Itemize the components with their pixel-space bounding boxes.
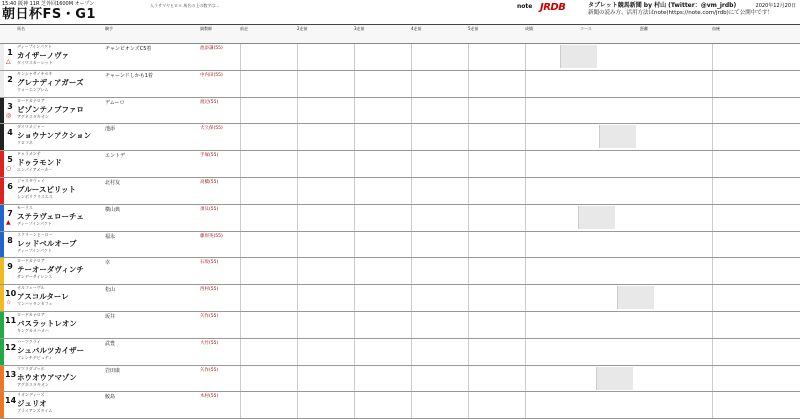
past-race-box bbox=[240, 392, 298, 418]
jockey-name: チャーンドしかも1着 bbox=[105, 72, 153, 79]
stats-block bbox=[525, 151, 736, 177]
horse-name[interactable]: カイザーノヴァ bbox=[17, 51, 70, 60]
dam-name: キングカメハメハ bbox=[17, 328, 49, 333]
horse-name[interactable]: バスラットレオン bbox=[17, 319, 77, 328]
horse-number: 8 bbox=[7, 235, 13, 245]
horse-name[interactable]: ショウナンアクション bbox=[17, 131, 92, 141]
jockey-name: 松山 bbox=[105, 287, 116, 294]
horse-number: 1 bbox=[7, 48, 13, 57]
pedigree-block bbox=[712, 178, 800, 204]
past-race-box bbox=[240, 124, 298, 150]
pedigree-block bbox=[712, 366, 800, 392]
column-header: 馬名 bbox=[17, 26, 25, 31]
horse-name[interactable]: グレナディアガーズ bbox=[17, 77, 84, 87]
past-race-box bbox=[354, 151, 412, 177]
past-race-box bbox=[297, 124, 355, 150]
dam-name: アグネスタキオン bbox=[17, 113, 49, 119]
frame-color bbox=[0, 392, 4, 418]
horse-row[interactable] bbox=[0, 98, 800, 125]
past-race-box bbox=[297, 178, 355, 204]
past-race-box bbox=[411, 258, 469, 284]
horse-name[interactable]: シュバルツカイザー bbox=[17, 345, 85, 355]
sire-name: ロードカナロア bbox=[17, 97, 45, 103]
trainer-name: 矢作(55) bbox=[200, 367, 219, 373]
pedigree-block bbox=[712, 258, 800, 284]
column-header: 騎手 bbox=[105, 26, 113, 31]
jockey-name: 岩田康 bbox=[105, 367, 121, 374]
horse-row[interactable] bbox=[0, 205, 800, 232]
horse-number: 9 bbox=[7, 262, 13, 272]
horse-row[interactable] bbox=[0, 312, 800, 339]
highlight-cell bbox=[599, 125, 636, 148]
stats-block bbox=[525, 44, 736, 70]
past-race-box bbox=[240, 366, 298, 392]
pedigree-block bbox=[712, 124, 800, 150]
past-race-box bbox=[468, 392, 526, 418]
note-logo: note bbox=[517, 3, 533, 10]
race-title: 朝日杯FS・G1 bbox=[2, 7, 96, 22]
past-race-box bbox=[297, 258, 355, 284]
past-race-box bbox=[354, 124, 412, 150]
stats-block bbox=[525, 98, 736, 124]
horse-name[interactable]: ホウオウアマゾン bbox=[17, 372, 77, 382]
past-race-box bbox=[297, 392, 355, 418]
past-race-box bbox=[240, 205, 298, 231]
sire-name: スクリーンヒーロー bbox=[17, 231, 53, 237]
past-race-box bbox=[468, 339, 526, 365]
dam-name: ディープインパクト bbox=[17, 247, 52, 253]
column-header: 3走前 bbox=[354, 26, 365, 31]
past-race-box bbox=[297, 285, 355, 311]
horse-row[interactable] bbox=[0, 285, 800, 312]
sire-name: オルフェーヴル bbox=[17, 285, 45, 291]
dam-name: サンデーサイレンス bbox=[17, 274, 53, 280]
past-race-box bbox=[411, 232, 469, 258]
pedigree-block bbox=[712, 339, 800, 365]
column-header: 4走前 bbox=[411, 26, 422, 31]
past-race-box bbox=[297, 232, 355, 258]
past-race-box bbox=[468, 312, 526, 338]
horse-row[interactable] bbox=[0, 44, 800, 71]
past-race-box bbox=[354, 339, 412, 365]
dam-name: ディープインパクト bbox=[17, 220, 52, 226]
past-race-box bbox=[411, 98, 469, 124]
pedigree-block bbox=[712, 98, 800, 124]
past-race-box bbox=[297, 205, 355, 231]
stats-block bbox=[525, 71, 736, 97]
jockey-name: デムーロ bbox=[105, 99, 125, 106]
highlight-cell bbox=[617, 286, 654, 309]
past-race-box bbox=[468, 258, 526, 284]
past-race-box bbox=[354, 178, 412, 204]
horse-name[interactable]: ステラヴェローチェ bbox=[17, 211, 84, 221]
brand-line-2: 新聞の読み方、活用方法はnote(https://note.com/jrdb)にて公開中です！ bbox=[588, 10, 773, 16]
race-info: 15:40 阪神 11R 芝外回1600M オープン bbox=[2, 1, 95, 7]
past-race-box bbox=[240, 258, 298, 284]
horse-name[interactable]: テーオーダヴィンチ bbox=[17, 265, 84, 275]
frame-color bbox=[0, 205, 4, 231]
pedigree-block bbox=[712, 312, 800, 338]
past-race-box bbox=[468, 124, 526, 150]
past-race-box bbox=[411, 366, 469, 392]
horse-name[interactable]: ビゾンテノブファロ bbox=[17, 104, 84, 114]
trainer-name: 渡辺(55) bbox=[200, 99, 219, 105]
past-race-box bbox=[240, 151, 298, 177]
prediction-mark: △ bbox=[6, 58, 11, 65]
sire-name: モーリス bbox=[17, 204, 33, 210]
horse-row[interactable] bbox=[0, 71, 800, 98]
past-race-box bbox=[240, 71, 298, 97]
horse-row[interactable] bbox=[0, 124, 800, 151]
stats-block bbox=[525, 312, 736, 338]
stats-block bbox=[525, 392, 736, 418]
trainer-name: 中内田(55) bbox=[200, 72, 223, 78]
jockey-name: 坂井 bbox=[105, 314, 116, 320]
past-race-box bbox=[411, 205, 469, 231]
frame-color bbox=[0, 151, 4, 177]
horse-row[interactable] bbox=[0, 339, 800, 366]
sire-name: マツリダゴッホ bbox=[17, 365, 45, 371]
trainer-name: 大久保(55) bbox=[200, 126, 223, 132]
dam-name: マンハッタンカフェ bbox=[17, 301, 53, 307]
sire-name: ロードカナロア bbox=[17, 258, 45, 264]
past-race-box bbox=[354, 366, 412, 392]
pedigree-block bbox=[712, 232, 800, 258]
stats-block bbox=[525, 339, 736, 365]
highlight-cell bbox=[578, 206, 615, 229]
trainer-name: 大竹(55) bbox=[200, 340, 219, 346]
horse-row[interactable] bbox=[0, 258, 800, 285]
horse-number: 10 bbox=[5, 289, 17, 299]
dam-name: アグネスタキオン bbox=[17, 381, 49, 387]
past-race-box bbox=[411, 71, 469, 97]
trainer-name: 石坂(55) bbox=[200, 260, 219, 266]
past-race-box bbox=[468, 71, 526, 97]
frame-color bbox=[0, 71, 4, 97]
horse-row[interactable] bbox=[0, 232, 800, 259]
jockey-name: チャンピオンズC5着 bbox=[105, 46, 152, 52]
pedigree-block bbox=[712, 392, 800, 418]
jrdb-logo: JRDB bbox=[540, 2, 566, 13]
sire-name: ディープインパクト bbox=[17, 44, 52, 49]
past-race-box bbox=[468, 205, 526, 231]
horse-name[interactable]: レッドベルオーブ bbox=[17, 238, 77, 248]
horse-number: 6 bbox=[7, 182, 13, 191]
column-header: 成績 bbox=[525, 26, 533, 31]
past-race-box bbox=[297, 312, 355, 338]
horse-number: 4 bbox=[7, 128, 13, 138]
past-race-box bbox=[468, 366, 526, 392]
header bbox=[0, 0, 800, 25]
frame-color bbox=[0, 44, 4, 70]
past-race-box bbox=[468, 98, 526, 124]
horse-number: 12 bbox=[5, 342, 17, 352]
past-race-box bbox=[468, 178, 526, 204]
frame-color bbox=[0, 312, 4, 338]
past-race-box bbox=[297, 151, 355, 177]
frame-color bbox=[0, 178, 4, 204]
past-race-box bbox=[297, 71, 355, 97]
sire-name: ジャスタウェイ bbox=[17, 178, 45, 183]
date-text: 2020年12月20日 bbox=[755, 3, 796, 9]
past-race-box bbox=[240, 339, 298, 365]
horse-number: 13 bbox=[5, 369, 17, 379]
column-header: 距離 bbox=[640, 26, 648, 31]
dam-name: ウォーエンブレム bbox=[17, 86, 49, 92]
trainer-name: 西村(55) bbox=[200, 287, 219, 293]
jockey-name: 北村友 bbox=[105, 180, 121, 186]
trainer-name: 手塚(55) bbox=[200, 153, 219, 159]
past-race-box bbox=[297, 366, 355, 392]
past-race-box bbox=[411, 44, 469, 70]
brand-text bbox=[588, 2, 773, 17]
past-race-box bbox=[354, 285, 412, 311]
race-table bbox=[0, 25, 800, 419]
jockey-name: 福永 bbox=[105, 233, 116, 240]
trainer-name: 高橋(55) bbox=[200, 180, 219, 185]
past-race-box bbox=[354, 232, 412, 258]
frame-color bbox=[0, 339, 4, 365]
trainer-name: 藤原英(55) bbox=[200, 233, 223, 239]
past-race-box bbox=[240, 312, 298, 338]
dam-name: フレンチデピュティ bbox=[17, 354, 53, 360]
jockey-name: 武豊 bbox=[105, 340, 116, 347]
past-race-box bbox=[411, 339, 469, 365]
column-header: 5走前 bbox=[468, 26, 479, 31]
past-race-box bbox=[354, 392, 412, 418]
jockey-name: 鮫島 bbox=[105, 394, 116, 401]
past-race-box bbox=[297, 44, 355, 70]
trainer-name: 矢作(55) bbox=[200, 314, 219, 319]
past-race-box bbox=[354, 44, 412, 70]
horse-number: 7 bbox=[7, 208, 13, 218]
past-race-box bbox=[354, 258, 412, 284]
past-race-box bbox=[411, 151, 469, 177]
past-race-box bbox=[411, 392, 469, 418]
trainer-name: 須貝(55) bbox=[200, 206, 219, 212]
stats-block bbox=[525, 232, 736, 258]
horse-number: 2 bbox=[7, 74, 13, 84]
dam-name: エンパイアメーカー bbox=[17, 167, 53, 173]
past-race-box bbox=[240, 285, 298, 311]
horse-name[interactable]: ドゥラモンド bbox=[17, 158, 62, 168]
frame-color bbox=[0, 98, 4, 124]
column-header: コース bbox=[580, 26, 592, 31]
jockey-name: エントデ bbox=[105, 153, 126, 160]
horse-row[interactable] bbox=[0, 366, 800, 393]
pedigree-block bbox=[712, 151, 800, 177]
dam-name: ダイワスカーレット bbox=[17, 60, 53, 65]
past-race-box bbox=[468, 232, 526, 258]
stats-block bbox=[525, 205, 736, 231]
past-race-box bbox=[354, 71, 412, 97]
past-race-box bbox=[354, 98, 412, 124]
stats-block bbox=[525, 178, 736, 204]
frame-color bbox=[0, 258, 4, 284]
legend-text: 人ラサマヤヒロ＊ 馬名の上の数字は… bbox=[150, 3, 220, 8]
sire-name: ドゥラメンテ bbox=[17, 151, 41, 157]
horse-name[interactable]: ジュリオ bbox=[17, 399, 47, 409]
dam-name: ブライアンズタイム bbox=[17, 408, 53, 414]
column-header: 血統 bbox=[712, 26, 720, 31]
sire-name: ダイワメジャー bbox=[17, 124, 45, 130]
frame-color bbox=[0, 366, 4, 392]
column-header: 前走 bbox=[240, 26, 248, 31]
past-race-box bbox=[468, 44, 526, 70]
past-race-box bbox=[411, 285, 469, 311]
trainer-name: 木村(55) bbox=[200, 394, 219, 400]
highlight-cell bbox=[596, 367, 633, 390]
horse-number: 11 bbox=[5, 316, 17, 325]
past-race-box bbox=[297, 98, 355, 124]
column-header: 2走前 bbox=[297, 26, 308, 31]
past-race-box bbox=[240, 44, 298, 70]
past-race-box bbox=[411, 312, 469, 338]
frame-color bbox=[0, 232, 4, 258]
column-headers bbox=[0, 25, 800, 44]
frame-color bbox=[0, 124, 4, 150]
past-race-box bbox=[297, 339, 355, 365]
sire-name: ハーツクライ bbox=[17, 338, 41, 344]
past-race-box bbox=[411, 178, 469, 204]
jockey-name: 幸 bbox=[105, 260, 111, 267]
horse-row[interactable] bbox=[0, 392, 800, 419]
stats-block bbox=[525, 258, 736, 284]
past-race-box bbox=[468, 151, 526, 177]
pedigree-block bbox=[712, 285, 800, 311]
prediction-mark: ○ bbox=[6, 165, 12, 173]
horse-name[interactable]: アスコルターレ bbox=[17, 292, 69, 302]
jockey-name: 横山典 bbox=[105, 206, 121, 213]
pedigree-block bbox=[712, 205, 800, 231]
horse-row[interactable] bbox=[0, 151, 800, 178]
prediction-mark: ◎ bbox=[6, 111, 12, 119]
past-race-box bbox=[411, 124, 469, 150]
past-race-box bbox=[468, 285, 526, 311]
horse-name[interactable]: ブルースピリット bbox=[17, 185, 77, 194]
sire-name: リオンディーズ bbox=[17, 392, 45, 398]
trainer-name: 池添謙(55) bbox=[200, 46, 223, 51]
sire-name: キンシャサノキセキ bbox=[17, 70, 53, 76]
past-race-box bbox=[354, 205, 412, 231]
prediction-mark: ▲ bbox=[6, 218, 11, 226]
sire-name: ロードカナロア bbox=[17, 312, 45, 317]
dam-name: シンボリクリスエス bbox=[17, 194, 53, 199]
column-header: 調教師 bbox=[200, 26, 212, 31]
horse-number: 3 bbox=[7, 101, 13, 111]
horse-number: 14 bbox=[5, 396, 17, 406]
brand-line-1: タブレット競馬新聞 by 村山 (Twitter：@vm_jrdb) bbox=[588, 2, 737, 9]
highlight-cell bbox=[560, 45, 597, 68]
past-race-box bbox=[354, 312, 412, 338]
past-race-box bbox=[240, 178, 298, 204]
prediction-mark: ☆ bbox=[6, 299, 12, 307]
past-race-box bbox=[240, 232, 298, 258]
jockey-name: 池添 bbox=[105, 126, 116, 133]
pedigree-block bbox=[712, 44, 800, 70]
past-race-box bbox=[240, 98, 298, 124]
pedigree-block bbox=[712, 71, 800, 97]
horse-row[interactable] bbox=[0, 178, 800, 205]
dam-name: クロフネ bbox=[17, 140, 33, 146]
horse-number: 5 bbox=[7, 155, 13, 165]
frame-color bbox=[0, 285, 4, 311]
